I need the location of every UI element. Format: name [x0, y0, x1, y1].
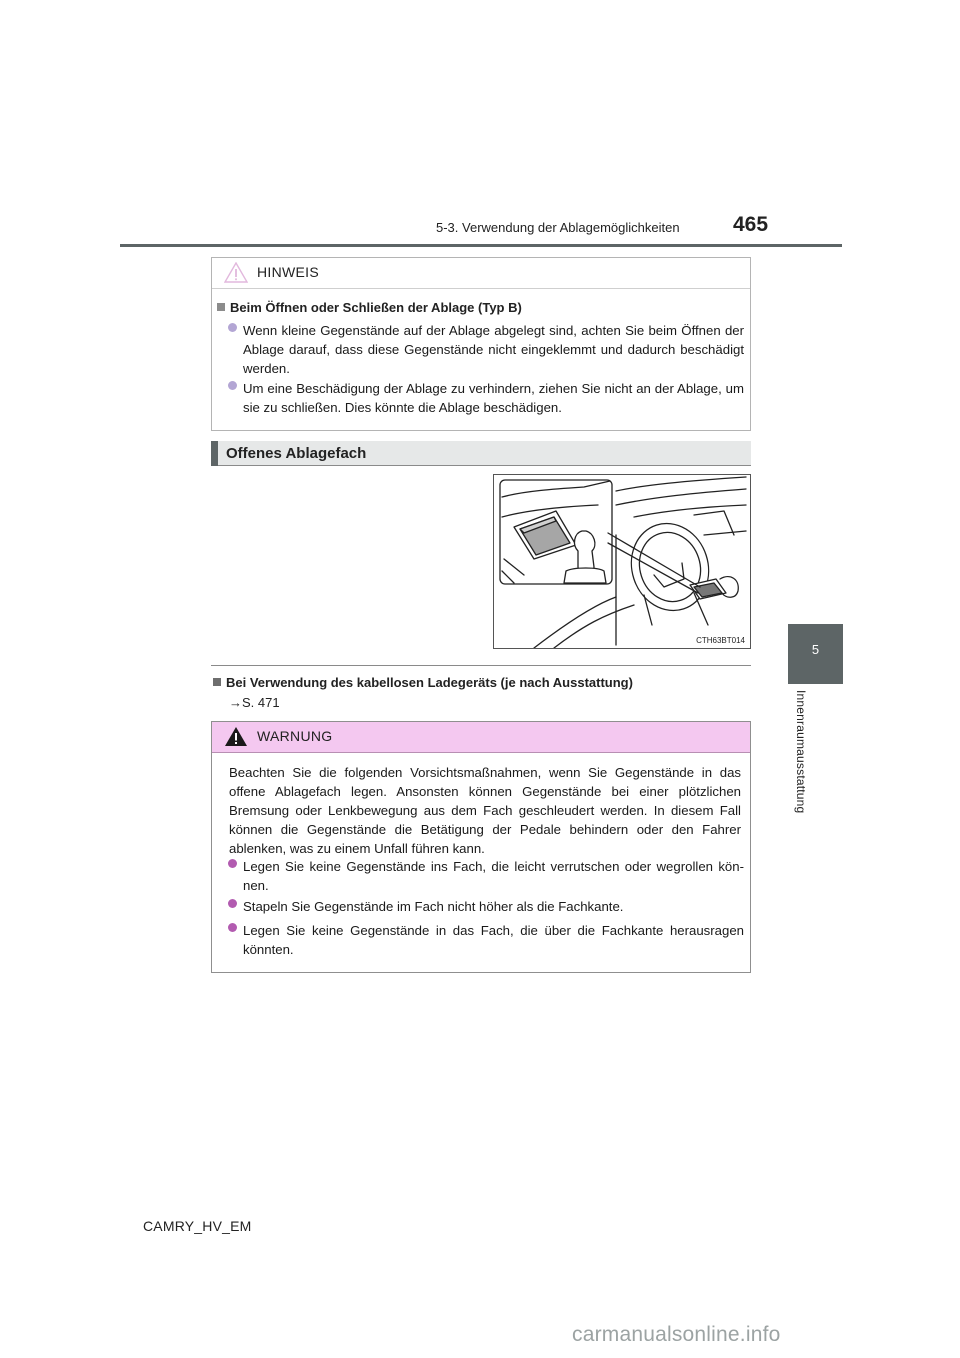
warnung-bullet [228, 897, 744, 916]
round-bullet-icon [228, 899, 237, 908]
section-heading-bar [211, 441, 751, 466]
header-rule [120, 244, 842, 247]
warnung-bullet-text: Legen Sie keine Gegenstände ins Fach, die leicht verrutschen oder wegrollen kön-nen. [243, 859, 744, 893]
console-tray-illustration [493, 474, 751, 649]
hinweis-bullet-text: Wenn kleine Gegenstände auf der Ablage abgelegt sind, achten Sie beim Öffnen der Ablage darauf, dass diese Gegenstände nicht eingeklemmt und dadurch beschädigt werden. [243, 323, 744, 376]
running-header-section-title: 5-3. Verwendung der Ablagemöglichkeiten [436, 220, 680, 235]
separator-rule [211, 665, 751, 666]
warnung-bullet-text: Legen Sie keine Gegenstände in das Fach, die über die Fachkante herausragen könnten. [243, 923, 744, 957]
round-bullet-icon [228, 381, 237, 390]
warnung-bullet-text: Stapeln Sie Gegenstände im Fach nicht höher als die Fachkante. [243, 899, 624, 914]
square-bullet-icon [217, 303, 225, 311]
round-bullet-icon [228, 859, 237, 868]
watermark: carmanualsonline.info [572, 1323, 781, 1346]
caution-outline-icon [224, 262, 248, 283]
page-reference-link[interactable]: →S. 471 [229, 695, 280, 710]
hinweis-header [212, 258, 750, 289]
hinweis-bullet-text: Um eine Beschädigung der Ablage zu verhindern, ziehen Sie nicht an der Ablage, um sie zu schließen. Dies könnte die Ablage beschädigen. [243, 381, 744, 415]
warnung-bullet [228, 921, 744, 959]
warnung-intro: Beachten Sie die folgenden Vorsichtsmaßnahmen, wenn Sie Gegenstände in das offene Ablagefach legen. Ansonsten können Gegenstände bei einer plötzlichen Bremsung oder Lenkbewegung aus dem Fach geschleudert werden. In diesem Fall können die Gegenstände die Betätigung der Pedale behindern oder den Fahrer ablenken, was zu einem Unfall führen kann. [229, 765, 741, 856]
section-accent [211, 441, 218, 466]
hinweis-bullet [228, 321, 744, 378]
warnung-bullet [228, 857, 744, 895]
page-number: 465 [733, 213, 769, 236]
chapter-tab [788, 624, 843, 684]
figure-code: CTH63BT014 [696, 636, 745, 645]
warnung-title: WARNUNG [257, 728, 333, 744]
square-bullet-icon [213, 678, 221, 686]
section-title: Offenes Ablagefach [226, 445, 367, 462]
hinweis-subheading [217, 300, 522, 315]
round-bullet-icon [228, 323, 237, 332]
hinweis-subheading-text: Beim Öffnen oder Schließen der Ablage (Typ B) [230, 300, 522, 315]
warning-triangle-icon [224, 726, 248, 747]
hinweis-title: HINWEIS [257, 264, 319, 280]
chapter-number: 5 [811, 642, 820, 657]
model-code-footer: CAMRY_HV_EM [143, 1218, 252, 1234]
wireless-charger-subheading-text: Bei Verwendung des kabellosen Ladegeräts (je nach Ausstattung) [226, 675, 633, 690]
round-bullet-icon [228, 923, 237, 932]
hinweis-bullet [228, 379, 744, 417]
wireless-charger-subheading [213, 675, 633, 690]
warnung-header [212, 722, 750, 753]
chapter-label: Innenraumausstattung [794, 690, 808, 814]
car-interior-drawing [494, 475, 750, 648]
